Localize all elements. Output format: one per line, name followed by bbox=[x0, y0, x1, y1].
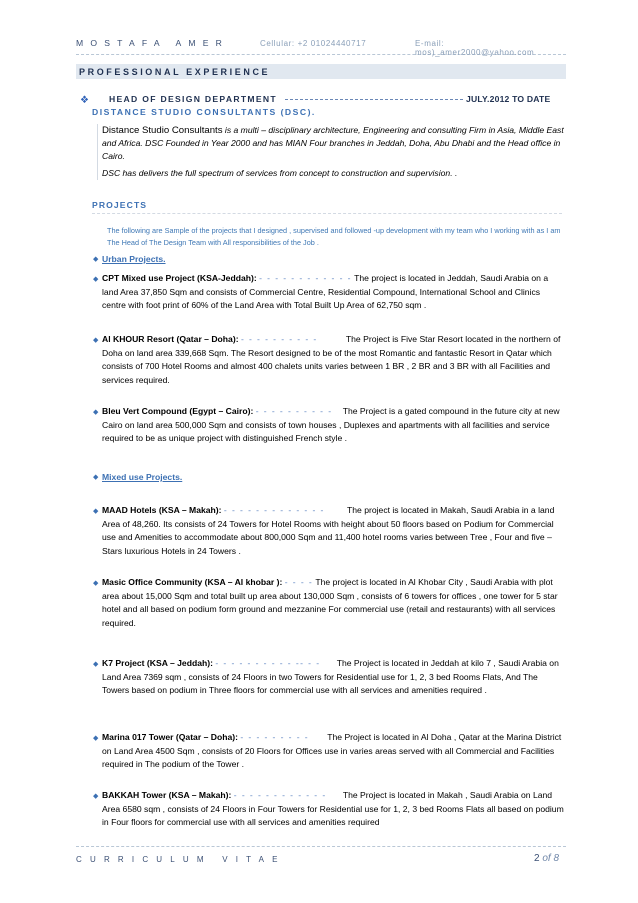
bullet-icon: ◆ bbox=[93, 409, 99, 416]
company-description bbox=[102, 124, 568, 163]
bullet-icon: ◆ bbox=[93, 474, 99, 481]
mixed-projects-heading: Mixed use Projects. bbox=[102, 472, 183, 482]
project-item bbox=[102, 272, 564, 313]
project-title: Marina 017 Tower (Qatar – Doha): bbox=[102, 732, 238, 742]
project-item bbox=[102, 657, 564, 698]
project-item bbox=[102, 576, 564, 631]
project-item bbox=[102, 333, 564, 388]
bullet-icon: ◆ bbox=[93, 580, 99, 587]
section-title: PROFESSIONAL EXPERIENCE bbox=[79, 67, 271, 77]
project-dashes: - - - - - - - - - - bbox=[255, 406, 333, 416]
projects-heading: PROJECTS bbox=[92, 200, 148, 210]
footer-curriculum-vitae: CURRICULUM VITAE bbox=[76, 855, 286, 864]
bullet-icon: ◆ bbox=[93, 337, 99, 344]
company-intro-lead: Distance Studio Consultants bbox=[102, 125, 223, 136]
project-item bbox=[102, 504, 564, 559]
diamond-bullet-icon: ❖ bbox=[80, 95, 89, 106]
project-description: The Project is located in Al Doha , Qatar at the Marina District on Land Area 4500 Sqm , consists of 20 Floors for Offices use in varies areas served with all Commercial and Facilities required in The podium of the Tower . bbox=[102, 732, 562, 770]
header-email[interactable]: E-mail: mos)_amer2000@yahoo.com bbox=[415, 39, 535, 57]
dashed-leader bbox=[285, 99, 463, 100]
project-description: The project is located in Al Khobar City , Saudi Arabia with plot area about 15,000 Sqm and total built up area about 130,000 Sqm , consists of 6 towers for offices , one tower for 5 star hotel and all based on podium form ground and mezzanine For commercial use (retail and restaurants) with all services required. bbox=[102, 577, 558, 629]
page-total: of 8 bbox=[542, 853, 560, 864]
project-title: BAKKAH Tower (KSA – Makah): bbox=[102, 790, 232, 800]
project-item bbox=[102, 789, 564, 830]
company-name: DISTANCE STUDIO CONSULTANTS (DSC). bbox=[92, 107, 316, 117]
page-current: 2 bbox=[534, 853, 540, 864]
bullet-icon: ◆ bbox=[93, 793, 99, 800]
bullet-icon: ◆ bbox=[93, 661, 99, 668]
project-dashes: - - - - - - - - - bbox=[240, 732, 310, 742]
projects-divider bbox=[92, 213, 562, 214]
page-number bbox=[534, 853, 559, 864]
role-date: JULY.2012 TO DATE bbox=[466, 94, 551, 104]
company-services: DSC has delivers the full spectrum of services from concept to construction and supervision. . bbox=[102, 168, 458, 178]
section-title-bar bbox=[76, 64, 566, 79]
company-intro bbox=[97, 124, 568, 180]
bullet-icon: ◆ bbox=[93, 256, 99, 263]
company-intro-rest: is a multi – disciplinary architecture, Engineering and consulting Firm in Asia, Middle East and Africa. DSC Founded in Year 2000 and has MIAN Four branches in Jeddah, Doha, Abu Dhabi and the Head office in Cairo. bbox=[102, 125, 564, 161]
project-title: K7 Project (KSA – Jeddah): bbox=[102, 658, 213, 668]
project-description: The Project is located in Makah , Saudi Arabia on Land Area 6580 sqm , consists of 24 Floors in Four Towers for Residential use for 1, 2, 3 bed Rooms Flats all based on podium in Four floors for commercial use with all services and amenities required bbox=[102, 790, 564, 828]
projects-note: The following are Sample of the projects that I designed , supervised and followed -up development with my team who I working with as I am The Head of The Design Team with All responsibilities of the Job . bbox=[107, 226, 561, 247]
header-cellular: Cellular: +2 01024440717 bbox=[260, 39, 367, 48]
project-title: MAAD Hotels (KSA – Makah): bbox=[102, 505, 222, 515]
project-title: Masic Office Community (KSA – Al khobar ): bbox=[102, 577, 283, 587]
role-title: HEAD OF DESIGN DEPARTMENT bbox=[109, 94, 277, 104]
project-dashes: - - - - - - - - - - -- - - bbox=[215, 658, 321, 668]
project-description: The project is located in Jeddah, Saudi Arabia on a land Area 37,850 Sqm and consists of Commercial Centre, Residential Compound, International School and Clinics centre with foot print of 60% of the Land Area with Total Built Up Area of 62,750 sqm . bbox=[102, 273, 549, 311]
bullet-icon: ◆ bbox=[93, 508, 99, 515]
bullet-icon: ◆ bbox=[93, 276, 99, 283]
footer-divider bbox=[76, 846, 566, 847]
project-dashes: - - - - - - - - - - - - - bbox=[223, 505, 325, 515]
project-title: CPT Mixed use Project (KSA-Jeddah): bbox=[102, 273, 257, 283]
project-description: The Project is located in Jeddah at kilo 7 , Saudi Arabia on Land Area 7369 sqm , consists of 24 Floors in two Towers for Residential use for 1, 2, 3 bed Rooms Flats, And The Towers based on podium in Three floors for commercial use with all services and amenities required . bbox=[102, 658, 559, 696]
header-name: MOSTAFA AMER bbox=[76, 38, 230, 48]
project-description: The project is located in Makah, Saudi Arabia in a land Area of 48,260. Its consists of 24 Towers for Hotel Rooms with height about 50 floors based on Podium for Commercial use and Amenities to accommodate about 800,000 Sqm and 11,400 hotel rooms varies between Tree , Four and five – Stars luxurious Hotels in 24 Towers . bbox=[102, 505, 555, 557]
project-description: The Project is Five Star Resort located in the northern of Doha on land area 339,668 Sqm. The Resort designed to be of the most Romantic and fantastic Resort in Qatar which consists of 700 Hotel Rooms and almost 400 chalets units varies between 1 BR , 2 BR and 3 BR with all Facilities and services required. bbox=[102, 334, 561, 386]
project-title: Bleu Vert Compound (Egypt – Cairo): bbox=[102, 406, 254, 416]
project-title: Al KHOUR Resort (Qatar – Doha): bbox=[102, 334, 239, 344]
project-dashes: - - - - - - - - - - - - bbox=[233, 790, 327, 800]
project-dashes: - - - - - - - - - - bbox=[240, 334, 318, 344]
project-description: The Project is a gated compound in the future city at new Cairo on land area 500,000 Sqm and consists of town houses , Duplexes and apartments with all facilities and service required to be as unique project with distinguished French style . bbox=[102, 406, 560, 444]
project-dashes: - - - - - - - - - - - - bbox=[259, 273, 352, 283]
project-dashes: - - - - bbox=[284, 577, 314, 587]
bullet-icon: ◆ bbox=[93, 735, 99, 742]
page-header bbox=[76, 36, 566, 55]
project-item bbox=[102, 405, 564, 446]
urban-projects-heading: Urban Projects. bbox=[102, 254, 166, 264]
project-item bbox=[102, 731, 564, 772]
